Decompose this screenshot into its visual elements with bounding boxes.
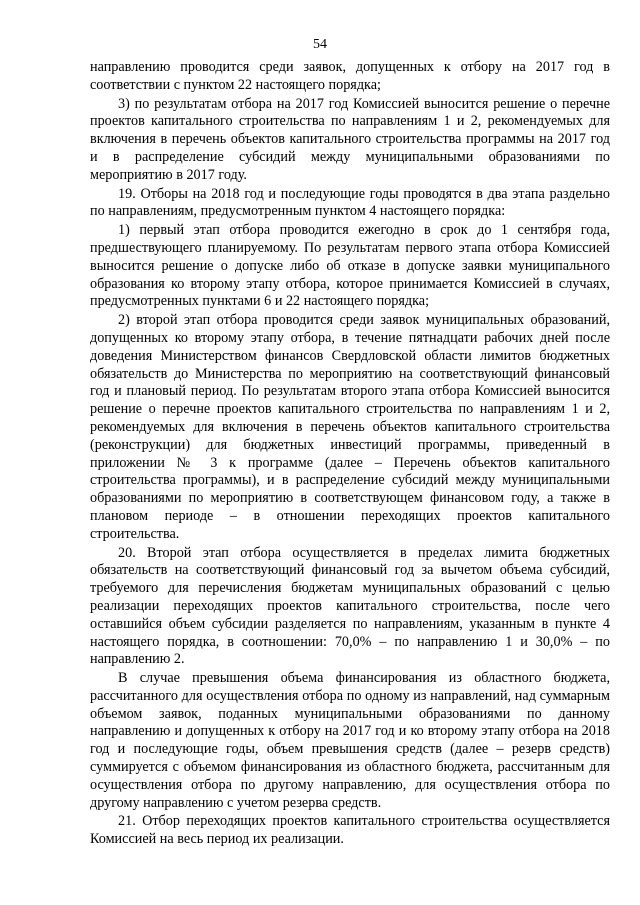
paragraph-clause-21: 21. Отбор переходящих проектов капитального строительства осуществляется Комиссией на весь период их реализации. [90, 813, 610, 848]
paragraph-clause-20-excess: В случае превышения объема финансирования из областного бюджета, рассчитанного для осуществления отбора по одному из направлений, над суммарным объемом заявок, поданных муниципальными образованиями по данному направлению и допущенных к отбору на 2017 год и ко второму этапу отбора на 2018 год и последующие годы, объем превышения средств (далее – резерв средств) суммируется с объемом финансирования из областного бюджета, рассчитанным для осуществления отбора по другому направлению, для осуществления отбора по другому направлению с учетом резерва средств. [90, 670, 610, 811]
paragraph-item-3: 3) по результатам отбора на 2017 год Комиссией выносится решение о перечне проектов капитального строительства по направлениям 1 и 2, рекомендуемых для включения в перечень объектов капитального строительства программы на 2017 год и в распределение субсидий между муниципальными образованиями по мероприятию в 2017 году. [90, 95, 610, 183]
paragraph-clause-19: 19. Отборы на 2018 год и последующие годы проводятся в два этапа раздельно по направлениям, предусмотренным пунктом 4 настоящего порядка: [90, 185, 610, 220]
paragraph-clause-19-item-1: 1) первый этап отбора проводится ежегодно в срок до 1 сентября года, предшествующего планируемому. По результатам первого этапа отбора Комиссией выносится решение о допуске либо об отказе в допуске заявки муниципального образования ко второму этапу отбора, которое принимается Комиссией в случаях, предусмотренных пунктами 6 и 22 настоящего порядка; [90, 222, 610, 310]
paragraph-clause-19-item-2: 2) второй этап отбора проводится среди заявок муниципальных образований, допущенных ко второму этапу отбора, в течение пятнадцати рабочих дней после доведения Министерством финансов Свердловской области лимитов бюджетных обязательств до Министерства по мероприятию на соответствующий финансовый год и плановый период. По результатам второго этапа отбора Комиссией выносится решение о перечне проектов капитального строительства по направлениям 1 и 2, рекомендуемых для включения в перечень объектов капитального строительства (реконструкции) для бюджетных инвестиций программы, приведенный в приложении № 3 к программе (далее – Перечень объектов капитального строительства программы), и в распределение субсидий между муниципальными образованиями по мероприятию в соответствующем финансовом году, а также в плановом периоде – в отношении переходящих проектов капитального строительства. [90, 312, 610, 542]
paragraph-clause-20: 20. Второй этап отбора осуществляется в пределах лимита бюджетных обязательств на соответствующий финансовый год за вычетом объема субсидий, требуемого для перечисления бюджетам муниципальных образований с целью реализации переходящих проектов капитального строительства, после чего оставшийся объем субсидии разделяется по направлениям, указанным в пункте 4 настоящего порядка, в соотношении: 70,0% – по направлению 1 и 30,0% – по направлению 2. [90, 544, 610, 668]
page-number: 54 [313, 37, 327, 52]
paragraph-continuation: направлению проводится среди заявок, допущенных к отбору на 2017 год в соответствии с пунктом 22 настоящего порядка; [90, 59, 610, 93]
document-body [90, 59, 610, 850]
